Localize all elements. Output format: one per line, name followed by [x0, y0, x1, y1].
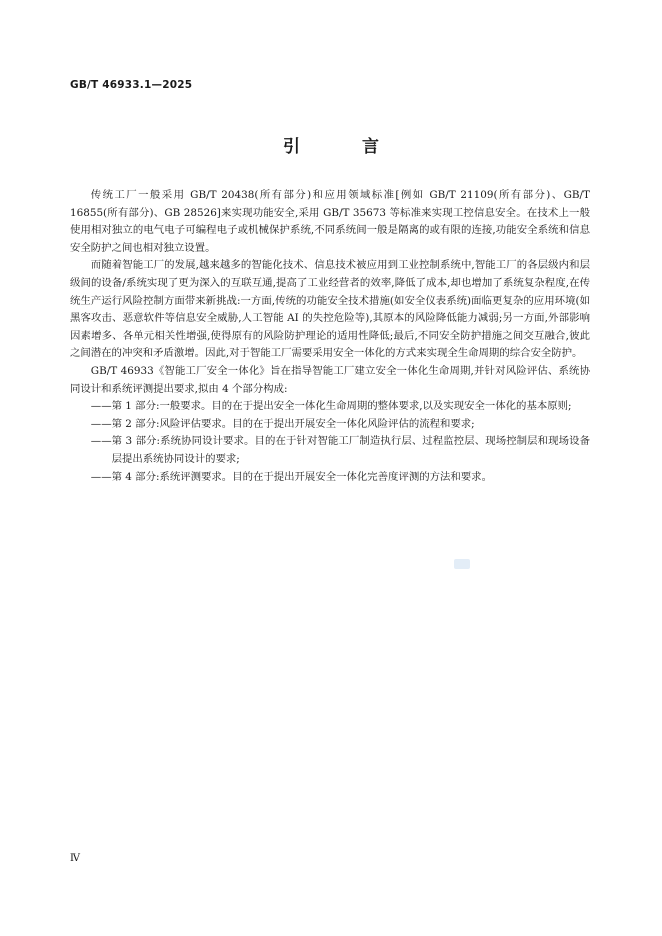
paragraph: 而随着智能工厂的发展,越来越多的智能化技术、信息技术被应用到工业控制系统中,智能工厂的各层级内和层级间的设备/系统实现了更为深入的互联互通,提高了工业经营者的效率,降低了成本,却也增加了系统复杂程度,在传统生产运行风险控制方面带来新挑战:一方面,传统的功能安全技术措施(如安全仪表系统)面临更复杂的应用环境(如黑客攻击、恶意软件等信息安全威胁,人工智能 AI 的失控危险等),其原本的风险降低能力减弱;另一方面,外部影响因素增多、各单元相关性增强,使得原有的风险防护理论的适用性降低;最后,不同安全防护措施之间交互融合,彼此之间潜在的冲突和矛盾激增。因此,对于智能工厂需要采用安全一体化的方式来实现全生命周期的综合安全防护。: [70, 259, 590, 360]
list-item: ——第 3 部分:系统协同设计要求。目的在于针对智能工厂制造执行层、过程监控层、现场控制层和现场设备层提出系统协同设计的要求;: [90, 435, 590, 465]
page-title: 引 言: [283, 137, 407, 157]
paragraph: 传统工厂一般采用 GB/T 20438(所有部分)和应用领域标准[例如 GB/T 21109(所有部分)、GB/T 16855(所有部分)、GB 28526]来实现功能安全,采用 GB/T 35673 等标准来实现工控信息安全。在技术上一般使用相对独立的电气电子可编程电子或机械保护系统,不同系统间一般是隔离的或有限的连接,功能安全系统和信息安全防护之间也相对独立设置。: [70, 189, 590, 254]
page-number: Ⅳ: [70, 853, 80, 864]
introduction-body: [70, 187, 590, 486]
page-marker: [454, 559, 470, 569]
standard-number: GB/T 46933.1—2025: [70, 79, 193, 91]
list-item: ——第 4 部分:系统评测要求。目的在于提出开展安全一体化完善度评测的方法和要求。: [90, 470, 492, 483]
paragraph: GB/T 46933《智能工厂安全一体化》旨在指导智能工厂建立安全一体化生命周期,并针对风险评估、系统协同设计和系统评测提出要求,拟由 4 个部分构成:: [70, 364, 590, 395]
list-item: ——第 2 部分:风险评估要求。目的在于提出开展安全一体化风险评估的流程和要求;: [90, 417, 475, 430]
list-item: ——第 1 部分:一般要求。目的在于提出安全一体化生命周期的整体要求,以及实现安全一体化的基本原则;: [90, 400, 572, 413]
